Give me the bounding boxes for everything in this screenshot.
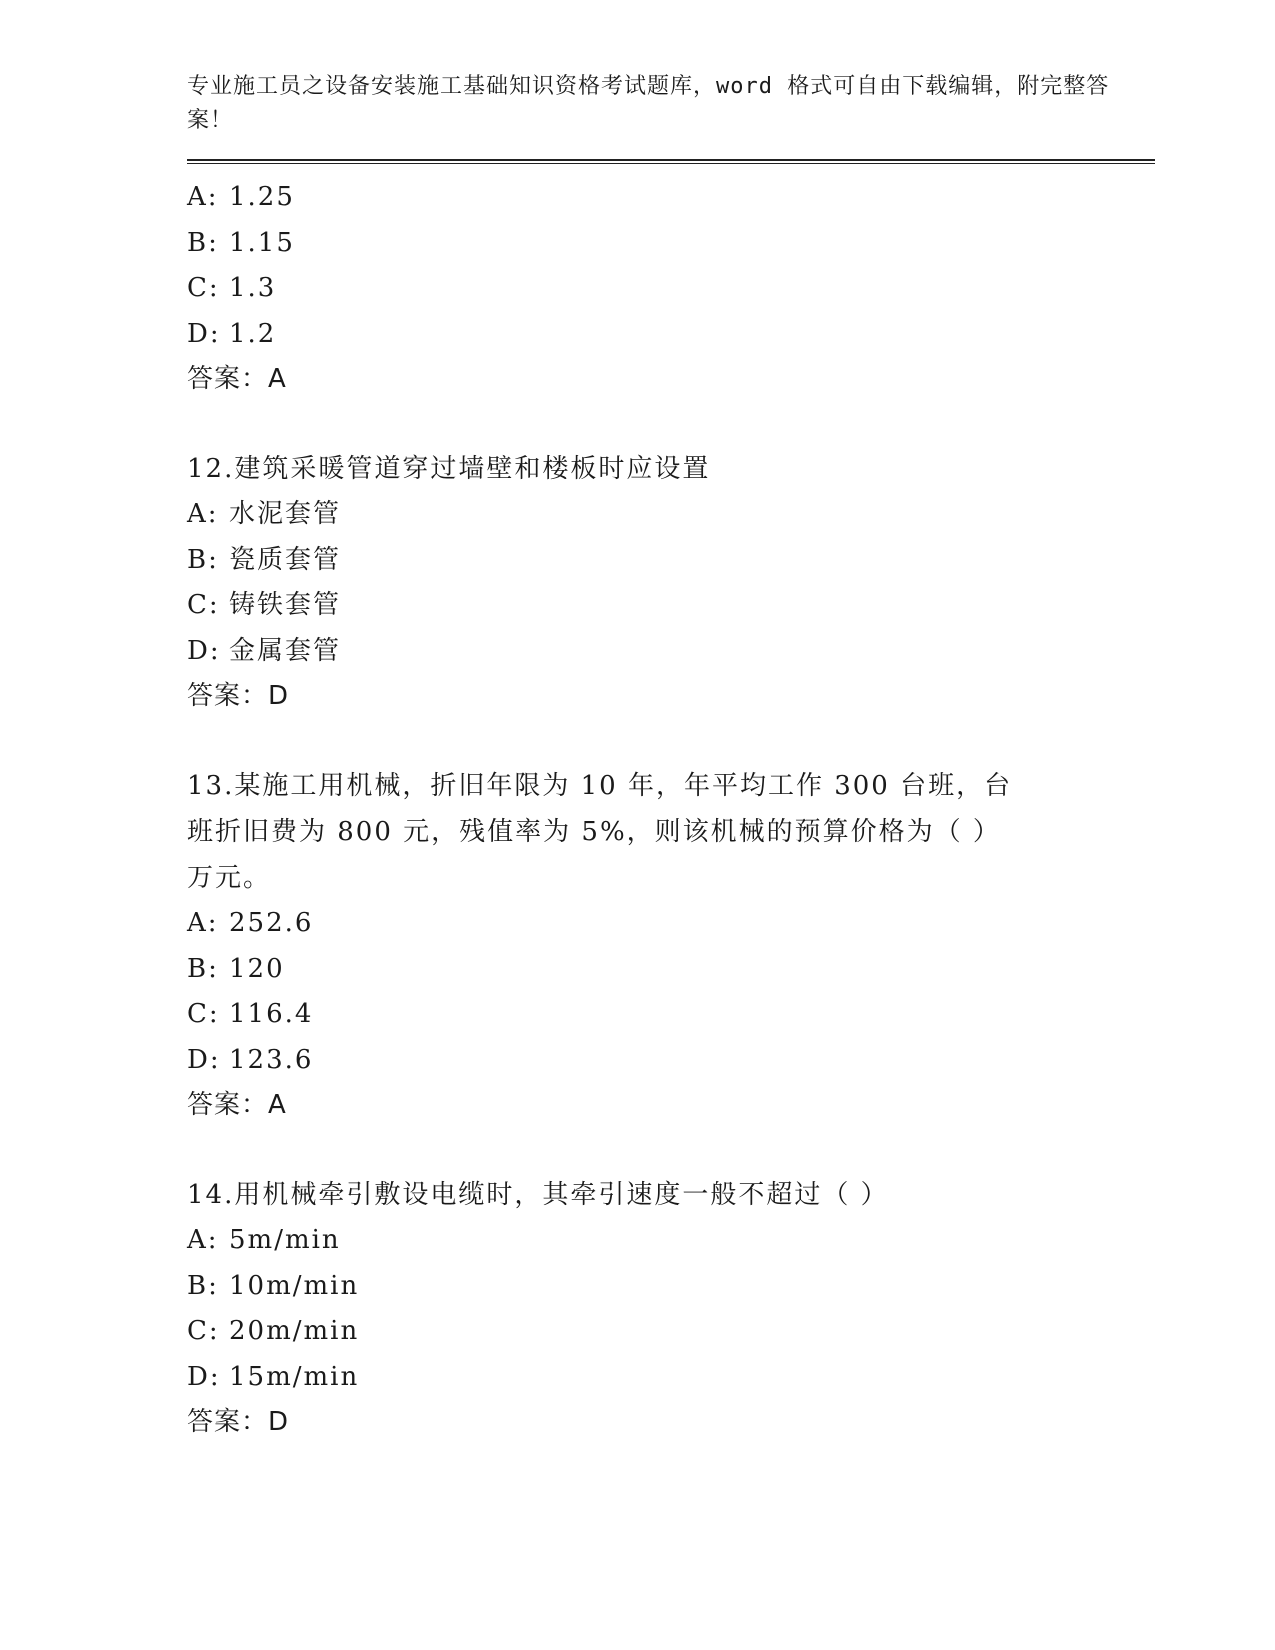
option-a (187, 492, 1155, 538)
option-letter: B: (187, 953, 219, 984)
document-page (187, 70, 1155, 1489)
option-letter: A: (187, 1225, 219, 1255)
option-d (187, 1038, 1155, 1084)
option-text: 铸铁套管 (229, 590, 342, 620)
option-text: 金属套管 (229, 635, 342, 666)
option-b (187, 1264, 1155, 1310)
divider-line-thin (187, 163, 1155, 164)
option-text: 10m/min (229, 1270, 360, 1301)
option-letter: D: (187, 1361, 221, 1392)
question-stem: 14.用机械牵引敷设电缆时，其牵引速度一般不超过（ ） (187, 1180, 889, 1210)
option-letter: B: (187, 1270, 219, 1301)
option-d (187, 312, 1155, 358)
option-text: 1.3 (229, 273, 277, 303)
divider-line-thick (187, 159, 1155, 161)
option-d (187, 629, 1155, 675)
option-b (187, 538, 1155, 584)
option-letter: D: (187, 635, 221, 666)
header-divider (187, 159, 1155, 165)
option-letter: D: (187, 318, 221, 349)
option-letter: C: (187, 999, 220, 1029)
option-text: 瓷质套管 (229, 544, 342, 575)
option-text: 123.6 (229, 1044, 314, 1075)
answer-line: 答案：A (187, 364, 287, 394)
option-d (187, 1355, 1155, 1401)
answer-line: 答案：D (187, 681, 290, 711)
option-text: 116.4 (229, 999, 314, 1029)
option-letter: C: (187, 273, 220, 303)
option-a (187, 901, 1155, 947)
option-text: 20m/min (229, 1316, 360, 1346)
option-b (187, 221, 1155, 267)
option-letter: A: (187, 908, 219, 938)
option-letter: A: (187, 182, 219, 212)
question-14 (187, 1172, 1155, 1445)
option-text: 15m/min (229, 1361, 360, 1392)
option-text: 水泥套管 (229, 499, 342, 529)
question-stem: 13.某施工用机械，折旧年限为 10 年，年平均工作 300 台班，台班折旧费为 800 元，残值率为 5%，则该机械的预算价格为（ ）万元。 (187, 771, 1013, 893)
option-a (187, 1218, 1155, 1264)
question-13 (187, 763, 1155, 1128)
option-letter: C: (187, 1316, 220, 1346)
option-letter: A: (187, 499, 219, 529)
option-text: 5m/min (229, 1225, 341, 1255)
option-letter: B: (187, 227, 219, 258)
option-letter: D: (187, 1044, 221, 1075)
option-b (187, 947, 1155, 993)
question-12 (187, 446, 1155, 719)
option-text: 252.6 (229, 908, 314, 938)
option-c (187, 266, 1155, 312)
option-text: 120 (229, 953, 285, 984)
option-text: 1.25 (229, 182, 295, 212)
option-c (187, 1309, 1155, 1355)
question-11-tail (187, 175, 1155, 402)
option-text: 1.15 (229, 227, 295, 258)
question-list (187, 175, 1155, 1445)
answer-line: 答案：D (187, 1407, 290, 1437)
option-letter: B: (187, 544, 219, 575)
question-stem: 12.建筑采暖管道穿过墙壁和楼板时应设置 (187, 454, 711, 484)
option-c (187, 583, 1155, 629)
option-text: 1.2 (229, 318, 277, 349)
answer-line: 答案：A (187, 1090, 287, 1120)
option-letter: C: (187, 590, 220, 620)
option-c (187, 992, 1155, 1038)
option-a (187, 175, 1155, 221)
document-header: 专业施工员之设备安装施工基础知识资格考试题库，word 格式可自由下载编辑，附完整答案！ (187, 74, 1110, 133)
